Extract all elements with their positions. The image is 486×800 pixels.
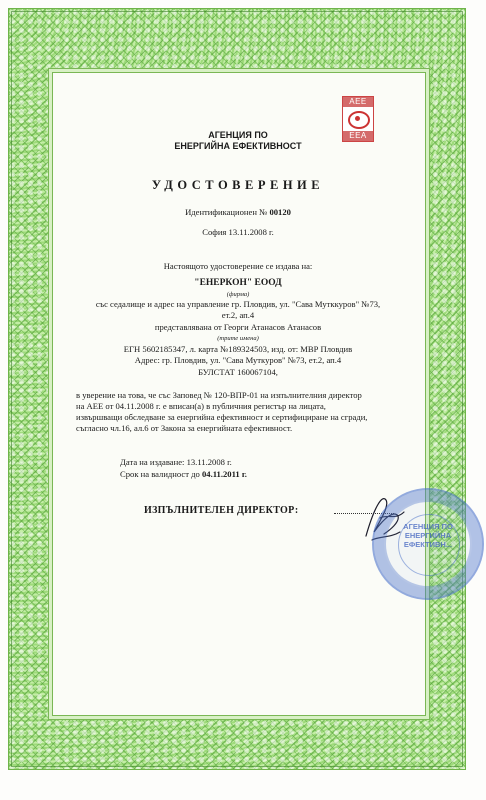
identification-number — [52, 207, 424, 218]
company-address-line-1: със седалище и адрес на управление гр. Пловдив, ул. "Сава Мутккуров" №73, — [95, 299, 381, 309]
issue-date: Дата на издаване: 13.11.2008 г. — [120, 457, 232, 467]
stamp-line-3: ЕФЕКТИВН... — [403, 540, 453, 549]
validity-value: 04.11.2011 г. — [201, 469, 247, 479]
paragraph-line: извършващи обследване за енергийна ефективност и сертифициране на сгради, — [76, 412, 368, 422]
representative-address: Адрес: гр. Пловдив, ул. "Сава Муткуров" №73, ет.2, ап.4 — [134, 355, 342, 365]
ident-label: Идентификационен № — [185, 207, 268, 217]
certificate-title: УДОСТОВЕРЕНИЕ — [151, 178, 325, 192]
company-name: "ЕНЕРКОН" ЕООД — [194, 278, 282, 288]
agency-line-1: АГЕНЦИЯ ПО — [208, 130, 268, 140]
representative-line: представлявана от Георги Атанасов Атанасов — [154, 322, 322, 332]
ident-number: 00120 — [269, 207, 291, 217]
paragraph-line: на АЕЕ от 04.11.2008 г. е вписан(а) в публичния регистър на лицата, — [76, 401, 326, 411]
logo-top-text: AEE — [343, 97, 373, 107]
logo-bottom-text: EEA — [343, 131, 373, 141]
issued-to-text: Настоящото удостоверение се издава на: — [163, 261, 313, 271]
representative-egn: ЕГН 5602185347, л. карта №189324503, изд. от: МВР Пловдив — [123, 344, 353, 354]
eye-icon — [348, 111, 370, 129]
stamp-line-2: ЕНЕРГИЙНА — [404, 531, 452, 540]
place-date: София 13.11.2008 г. — [202, 227, 274, 237]
validity-date — [120, 469, 247, 480]
agency-line-2: ЕНЕРГИЙНА ЕФЕКТИВНОСТ — [174, 141, 302, 151]
certificate-content — [52, 72, 424, 714]
paragraph-line: в уверение на това, че със Заповед № 120-ВПР-01 на изпълнителния директор — [76, 390, 362, 400]
validity-label: Срок на валидност до — [120, 469, 200, 479]
representative-note: (трите имена) — [217, 335, 259, 342]
official-stamp — [372, 488, 484, 600]
company-address-line-2: ет.2, ап.4 — [221, 310, 255, 320]
company-note: (фирма) — [226, 291, 250, 298]
director-label: ИЗПЪЛНИТЕЛЕН ДИРЕКТОР: — [144, 505, 299, 516]
paragraph-line: съгласно чл.16, ал.6 от Закона за енергийната ефективност. — [76, 423, 293, 433]
certificate-paragraph — [76, 390, 406, 434]
stamp-text — [394, 522, 462, 549]
stamp-line-1: АГЕНЦИЯ ПО — [403, 522, 453, 531]
agency-name — [52, 130, 424, 152]
bulstat: БУЛСТАТ 160067104, — [198, 367, 278, 377]
